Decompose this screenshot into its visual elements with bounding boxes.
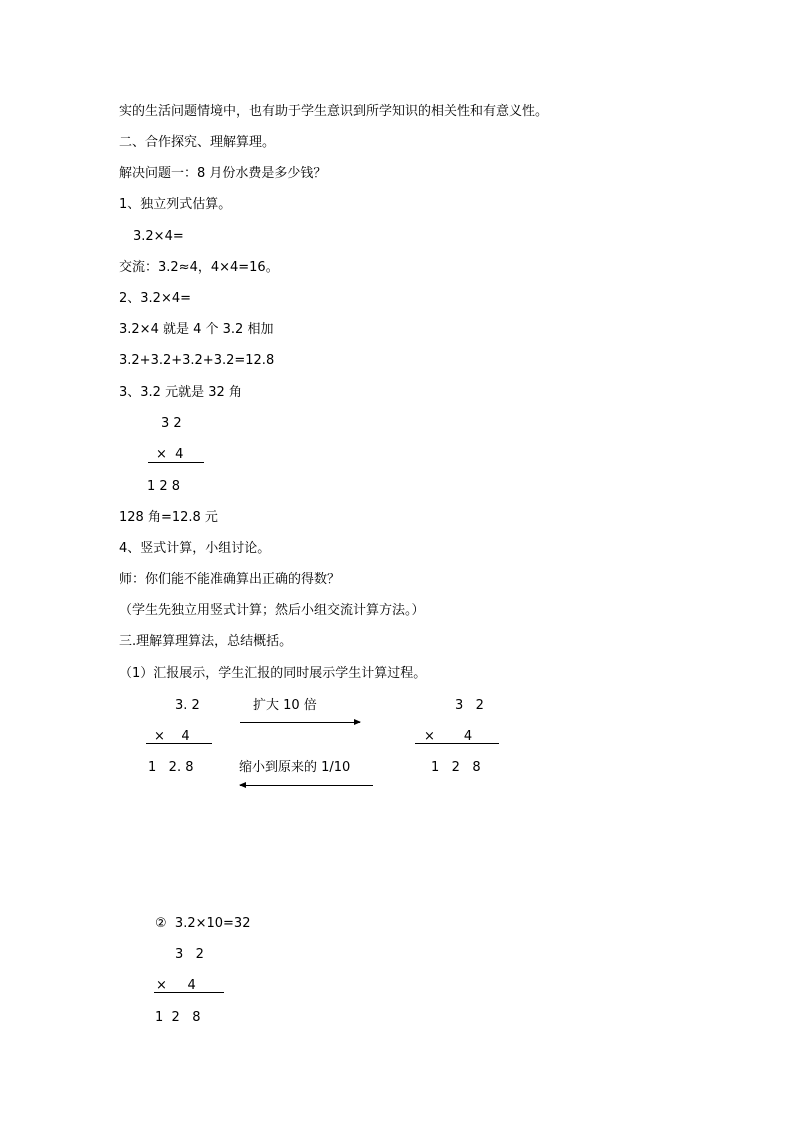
calc3-result: 1 2 8 bbox=[155, 1010, 201, 1025]
teacher-question: 师：你们能不能准确算出正确的得数？ bbox=[119, 572, 341, 587]
calc1-top: 3 2 bbox=[161, 416, 182, 431]
problem-title: 解决问题一：8 月份水费是多少钱？ bbox=[119, 166, 327, 181]
calc2-right-top: 3 2 bbox=[455, 698, 484, 713]
conversion-line: 128 角=12.8 元 bbox=[119, 510, 218, 525]
calc3-multiplier: × 4 bbox=[156, 978, 196, 993]
equation: 3.2×4= bbox=[133, 229, 184, 244]
calc2-right-rule bbox=[415, 743, 499, 744]
arrow-bottom-label: 缩小到原来的 1/10 bbox=[239, 760, 351, 775]
calc3-top: 3 2 bbox=[175, 947, 204, 962]
calc2-left-multiplier: × 4 bbox=[154, 729, 190, 744]
step-3: 3、3.2 元就是 32 角 bbox=[119, 385, 242, 400]
section-heading-3: 三.理解算理算法，总结概括。 bbox=[119, 634, 293, 649]
calc1-rule bbox=[148, 462, 204, 463]
calc2-right-result: 1 2 8 bbox=[431, 760, 481, 775]
exchange-line: 交流：3.2≈4，4×4=16。 bbox=[119, 260, 279, 275]
calc2-left-result: 1 2. 8 bbox=[148, 760, 194, 775]
addition-line: 3.2+3.2+3.2+3.2=12.8 bbox=[119, 353, 275, 368]
left-arrow-icon bbox=[240, 785, 373, 786]
calc2-right-multiplier: × 4 bbox=[424, 729, 473, 744]
circled-step-2: ② 3.2×10=32 bbox=[155, 916, 251, 931]
student-note: （学生先独立用竖式计算；然后小组交流计算方法。） bbox=[119, 603, 425, 618]
step-4: 4、竖式计算，小组讨论。 bbox=[119, 541, 271, 556]
calc2-left-rule bbox=[146, 743, 212, 744]
paragraph-line: 实的生活问题情境中，也有助于学生意识到所学知识的相关性和有意义性。 bbox=[119, 104, 549, 119]
explanation-line: 3.2×4 就是 4 个 3.2 相加 bbox=[119, 322, 274, 337]
calc1-result: 1 2 8 bbox=[147, 479, 181, 494]
calc1-multiplier: × 4 bbox=[156, 447, 184, 462]
right-arrow-icon bbox=[240, 722, 360, 723]
step-2: 2、3.2×4= bbox=[119, 291, 192, 306]
arrow-top-label: 扩大 10 倍 bbox=[253, 698, 317, 713]
section-heading: 二、合作探究、理解算理。 bbox=[119, 135, 276, 150]
calc3-rule bbox=[154, 992, 224, 993]
step-1: 1、独立列式估算。 bbox=[119, 197, 232, 212]
calc2-left-top: 3. 2 bbox=[175, 698, 200, 713]
report-line: （1）汇报展示，学生汇报的同时展示学生计算过程。 bbox=[119, 666, 427, 681]
